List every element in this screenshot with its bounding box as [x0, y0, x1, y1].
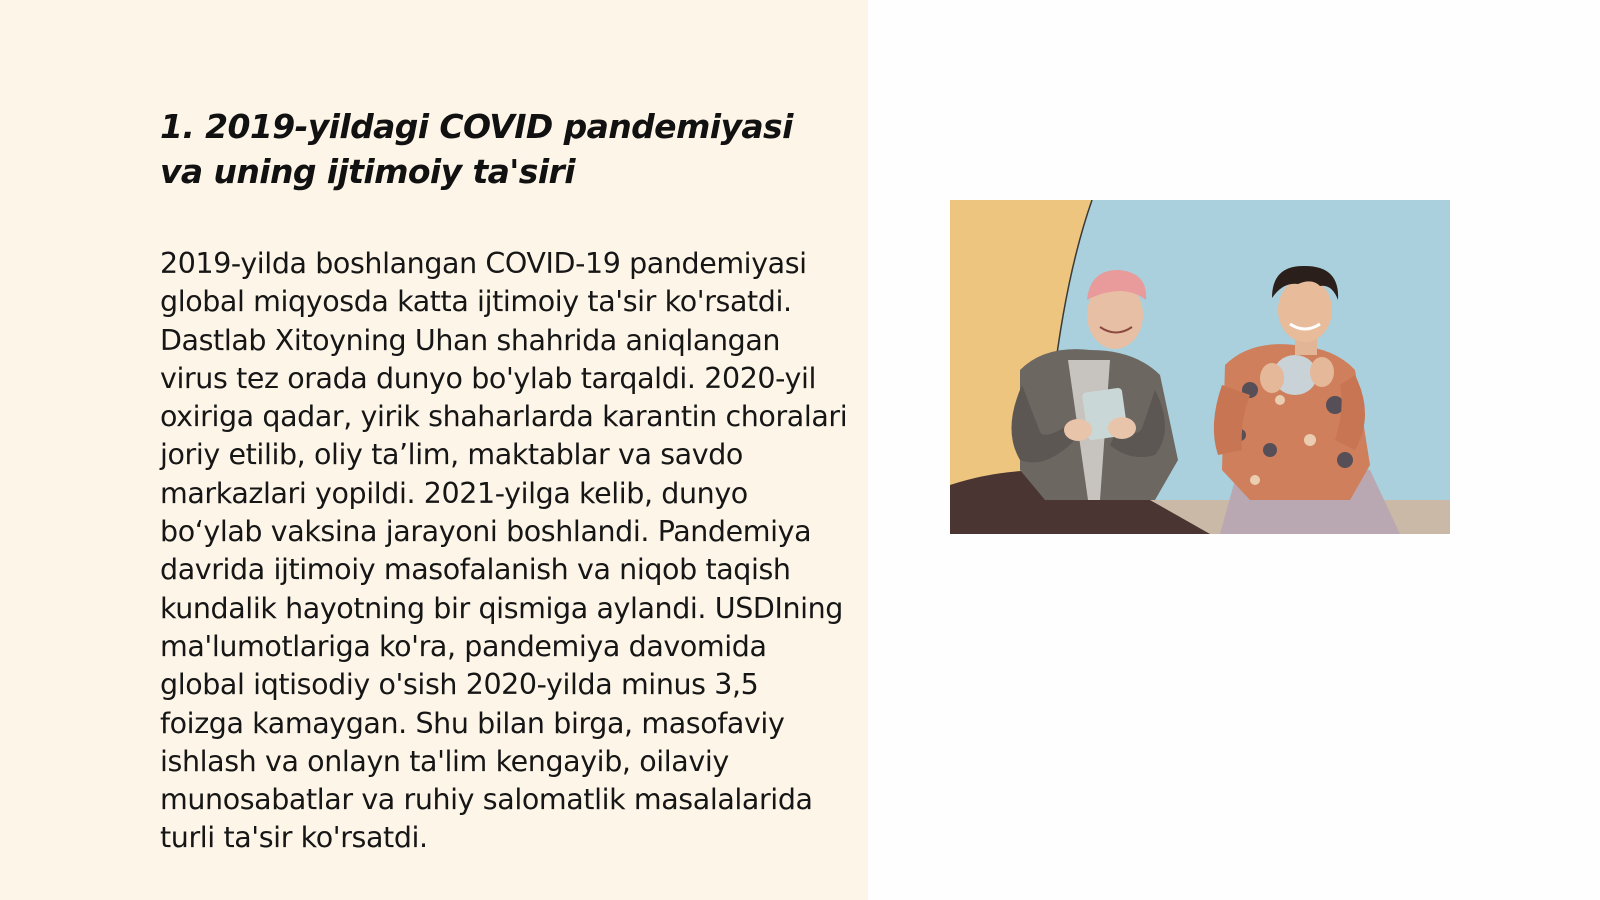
two-people-photo	[950, 200, 1450, 534]
slide-body-text: 2019-yilda boshlangan COVID-19 pandemiyasi global miqyosda katta ijtimoiy ta'sir ko'rsatdi. Dastlab Xitoyning Uhan shahrida aniqlangan virus tez orada dunyo bo'ylab tarqaldi. 2020-yil oxiriga qadar, yirik shaharlarda karantin choralari joriy etilib, oliy ta’lim, maktablar va savdo markazlari yopildi. 2021-yilga kelib, dunyo bo‘ylab vaksina jarayoni boshlandi. Pandemiya davrida ijtimoiy masofalanish va niqob taqish kundalik hayotning bir qismiga aylandi. USDIning ma'lumotlariga ko'ra, pandemiya davomida global iqtisodiy o'sish 2020-yilda minus 3,5 foizga kamaygan. Shu bilan birga, masofaviy ishlash va onlayn ta'lim kengayib, oilaviy munosabatlar va ruhiy salomatlik masalalarida turli ta'sir ko'rsatdi.	[160, 247, 848, 855]
slide-title: 1. 2019-yildagi COVID pandemiyasi va uning ijtimoiy ta'siri	[160, 107, 793, 191]
